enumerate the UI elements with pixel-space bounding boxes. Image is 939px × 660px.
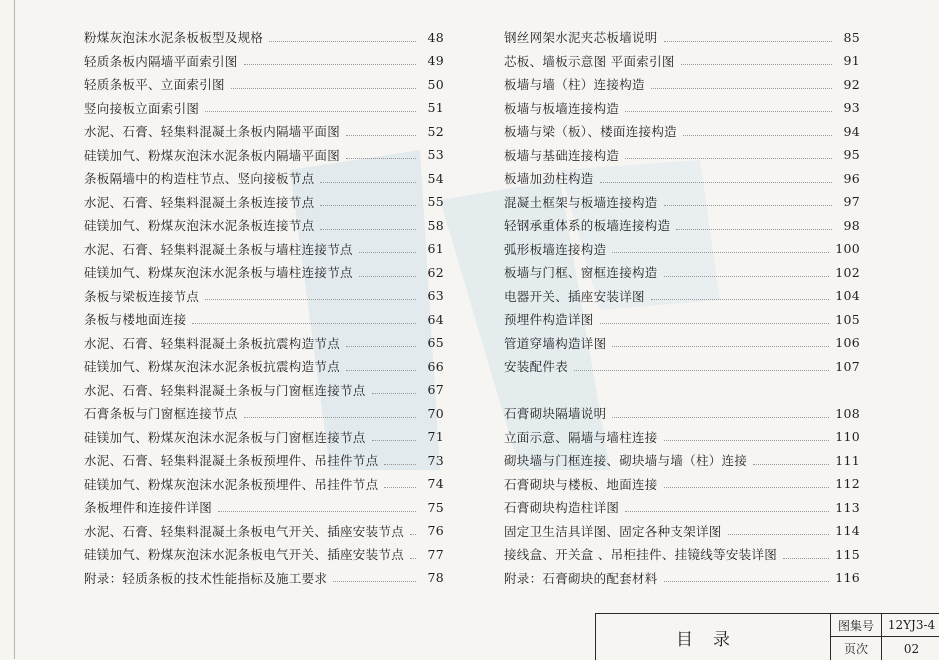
toc-leader-dots bbox=[612, 346, 829, 347]
toc-entry bbox=[504, 50, 860, 72]
toc-entry-page: 112 bbox=[835, 476, 860, 491]
toc-entry-page: 75 bbox=[427, 499, 444, 515]
toc-leader-dots bbox=[346, 135, 416, 136]
toc-entry bbox=[84, 567, 444, 589]
toc-entry-page: 48 bbox=[427, 29, 444, 45]
toc-entry-page: 77 bbox=[427, 546, 444, 562]
toc-entry bbox=[504, 402, 860, 424]
toc-entry-title: 石膏条板与门窗框连接节点 bbox=[84, 406, 238, 421]
toc-entry-page: 66 bbox=[427, 358, 444, 374]
toc-entry bbox=[504, 238, 860, 260]
toc-entry-page: 92 bbox=[843, 76, 860, 92]
toc-entry bbox=[84, 238, 444, 260]
toc-entry-title: 轻质条板内隔墙平面索引图 bbox=[84, 53, 238, 69]
toc-leader-dots bbox=[205, 111, 416, 112]
toc-entry-page: 97 bbox=[843, 194, 860, 209]
toc-entry bbox=[84, 191, 444, 213]
toc-entry-page: 95 bbox=[843, 147, 860, 162]
toc-leader-dots bbox=[753, 464, 829, 465]
toc-entry bbox=[504, 496, 860, 518]
toc-leader-dots bbox=[664, 205, 832, 206]
toc-leader-dots bbox=[346, 346, 416, 347]
toc-entry bbox=[504, 449, 860, 471]
toc-entry bbox=[504, 520, 860, 542]
toc-entry bbox=[84, 355, 444, 377]
toc-entry bbox=[84, 120, 444, 142]
toc-entry-title: 弧形板墙连接构造 bbox=[504, 241, 607, 257]
toc-entry-title: 立面示意、隔墙与墙柱连接 bbox=[504, 429, 658, 445]
page-number-label: 页次 bbox=[831, 637, 882, 660]
toc-entry-title: 硅镁加气、粉煤灰泡沫水泥条板预埋件、吊挂件节点 bbox=[84, 476, 379, 492]
toc-leader-dots bbox=[574, 370, 829, 371]
toc-entry-page: 106 bbox=[835, 335, 860, 350]
toc-entry-title: 石膏砌块隔墙说明 bbox=[504, 406, 607, 421]
toc-entry bbox=[84, 50, 444, 72]
toc-entry-title: 安装配件表 bbox=[504, 359, 569, 374]
toc-entry-title: 粉煤灰泡沫水泥条板板型及规格 bbox=[84, 30, 264, 45]
toc-entry bbox=[84, 97, 444, 119]
toc-leader-dots bbox=[612, 252, 829, 253]
toc-entry bbox=[504, 26, 860, 48]
toc-entry-page: 61 bbox=[427, 241, 444, 256]
toc-leader-dots bbox=[320, 205, 416, 206]
toc-entry-title: 板墙加劲柱构造 bbox=[504, 171, 594, 186]
toc-entry-title: 钢丝网架水泥夹芯板墙说明 bbox=[504, 30, 658, 45]
toc-entry-title: 条板隔墙中的构造柱节点、竖向接板节点 bbox=[84, 171, 315, 186]
title-block-grid bbox=[830, 614, 939, 660]
toc-entry-title: 竖向接板立面索引图 bbox=[84, 100, 200, 116]
toc-leader-dots bbox=[612, 417, 829, 418]
toc-leader-dots bbox=[359, 252, 416, 253]
toc-entry-title: 轻钢承重体系的板墙连接构造 bbox=[504, 218, 671, 233]
toc-entry-title: 附录：石膏砌块的配套材料 bbox=[504, 570, 658, 586]
toc-leader-dots bbox=[664, 487, 830, 488]
toc-entry-title: 板墙与墙（柱）连接构造 bbox=[504, 77, 645, 92]
atlas-number-label: 图集号 bbox=[831, 614, 882, 637]
toc-entry-page: 50 bbox=[427, 76, 444, 92]
toc-entry bbox=[504, 167, 860, 189]
toc-entry bbox=[504, 473, 860, 495]
title-block-main-title: 目录 bbox=[676, 629, 750, 650]
toc-entry-page: 93 bbox=[843, 100, 860, 115]
toc-entry bbox=[84, 261, 444, 283]
toc-entry-title: 石膏砌块与楼板、地面连接 bbox=[504, 476, 658, 492]
toc-entry-page: 62 bbox=[427, 264, 444, 280]
toc-leader-dots bbox=[600, 182, 832, 183]
toc-leader-dots bbox=[218, 511, 416, 512]
toc-leader-dots bbox=[625, 111, 832, 112]
toc-entry-page: 70 bbox=[427, 405, 444, 421]
toc-entry-page: 76 bbox=[427, 523, 444, 538]
toc-leader-dots bbox=[359, 276, 416, 277]
toc-entry-title: 条板与梁板连接节点 bbox=[84, 288, 200, 304]
toc-leader-dots bbox=[728, 534, 830, 535]
toc-entry-title: 石膏砌块构造柱详图 bbox=[504, 500, 620, 515]
toc-leader-dots bbox=[410, 534, 416, 535]
toc-entry-page: 108 bbox=[835, 405, 860, 421]
toc-entry-page: 113 bbox=[835, 499, 860, 515]
toc-entry-page: 116 bbox=[835, 570, 860, 585]
toc-leader-dots bbox=[625, 158, 832, 159]
toc-entry bbox=[504, 261, 860, 283]
toc-entry bbox=[84, 379, 444, 401]
toc-entry-page: 110 bbox=[835, 429, 860, 444]
toc-entry-title: 水泥、石膏、轻集料混凝土条板抗震构造节点 bbox=[84, 335, 341, 351]
toc-leader-dots bbox=[664, 581, 830, 582]
toc-entry bbox=[84, 473, 444, 495]
toc-leader-dots bbox=[231, 88, 416, 89]
toc-entry bbox=[84, 285, 444, 307]
toc-entry bbox=[504, 214, 860, 236]
toc-entry bbox=[84, 308, 444, 330]
toc-entry-title: 板墙与门框、窗框连接构造 bbox=[504, 265, 658, 280]
toc-leader-dots bbox=[683, 135, 832, 136]
title-block bbox=[595, 613, 939, 660]
toc-leader-dots bbox=[205, 299, 416, 300]
toc-entry-page: 63 bbox=[427, 288, 444, 303]
toc-entry bbox=[504, 191, 860, 213]
toc-leader-dots bbox=[384, 464, 416, 465]
toc-entry-page: 85 bbox=[843, 29, 860, 45]
toc-entry-title: 条板埋件和连接件详图 bbox=[84, 500, 213, 515]
toc-entry bbox=[504, 543, 860, 565]
toc-entry-title: 板墙与板墙连接构造 bbox=[504, 100, 620, 116]
toc-entry-page: 55 bbox=[427, 194, 444, 209]
toc-entry-title: 水泥、石膏、轻集料混凝土条板内隔墙平面图 bbox=[84, 124, 341, 139]
toc-entry-page: 73 bbox=[427, 452, 444, 468]
toc-entry-page: 91 bbox=[843, 53, 860, 68]
toc-entry-page: 115 bbox=[835, 546, 860, 562]
toc-entry-page: 67 bbox=[427, 382, 444, 397]
toc-entry bbox=[84, 73, 444, 95]
toc-entry bbox=[504, 355, 860, 377]
toc-entry-page: 58 bbox=[427, 217, 444, 233]
toc-leader-dots bbox=[320, 229, 416, 230]
toc-entry-title: 水泥、石膏、轻集料混凝土条板与墙柱连接节点 bbox=[84, 241, 353, 257]
toc-entry bbox=[504, 567, 860, 589]
toc-entry-title: 硅镁加气、粉煤灰泡沫水泥条板抗震构造节点 bbox=[84, 359, 341, 374]
toc-entry bbox=[84, 449, 444, 471]
toc-entry bbox=[84, 496, 444, 518]
toc-leader-dots bbox=[625, 511, 829, 512]
toc-entry-title: 硅镁加气、粉煤灰泡沫水泥条板与门窗框连接节点 bbox=[84, 429, 366, 445]
toc-entry bbox=[84, 167, 444, 189]
atlas-number-value: 12YJ3-4 bbox=[882, 614, 939, 637]
toc-entry-title: 条板与楼地面连接 bbox=[84, 312, 187, 327]
toc-entry-page: 53 bbox=[427, 147, 444, 162]
toc-entry-page: 96 bbox=[843, 170, 860, 186]
toc-entry-page: 78 bbox=[427, 570, 444, 585]
toc-entry-title: 水泥、石膏、轻集料混凝土条板与门窗框连接节点 bbox=[84, 382, 366, 398]
toc-leader-dots bbox=[651, 88, 832, 89]
toc-entry bbox=[504, 308, 860, 330]
toc-entry bbox=[504, 120, 860, 142]
toc-entry bbox=[504, 426, 860, 448]
toc-entry-page: 98 bbox=[843, 217, 860, 233]
toc-entry bbox=[84, 26, 444, 48]
toc-entry-title: 管道穿墙构造详图 bbox=[504, 335, 607, 351]
toc-leader-dots bbox=[676, 229, 832, 230]
toc-entry-title: 硅镁加气、粉煤灰泡沫水泥条板连接节点 bbox=[84, 218, 315, 233]
toc-entry-page: 94 bbox=[843, 123, 860, 139]
toc-entry-title: 砌块墙与门框连接、砌块墙与墙（柱）连接 bbox=[504, 453, 748, 468]
toc-entry-title: 水泥、石膏、轻集料混凝土条板电气开关、插座安装节点 bbox=[84, 523, 405, 539]
toc-entry-title: 硅镁加气、粉煤灰泡沫水泥条板电气开关、插座安装节点 bbox=[84, 547, 405, 562]
toc-leader-dots bbox=[372, 393, 416, 394]
toc-entry-page: 105 bbox=[835, 311, 860, 327]
toc-leader-dots bbox=[269, 41, 416, 42]
toc-entry-page: 100 bbox=[835, 241, 860, 256]
toc-entry-title: 混凝土框架与板墙连接构造 bbox=[504, 194, 658, 210]
toc-entry-title: 接线盒、开关盒 、吊柜挂件、挂镜线等安装详图 bbox=[504, 547, 778, 562]
toc-leader-dots bbox=[600, 323, 830, 324]
toc-entry-page: 71 bbox=[427, 429, 444, 444]
toc-entry-page: 54 bbox=[427, 170, 444, 186]
toc-entry-page: 107 bbox=[835, 358, 860, 374]
page-number-value: 02 bbox=[903, 641, 920, 656]
toc-leader-dots bbox=[372, 440, 416, 441]
toc-leader-dots bbox=[651, 299, 829, 300]
toc-leader-dots bbox=[192, 323, 416, 324]
toc-entry-title: 水泥、石膏、轻集料混凝土条板预埋件、吊挂件节点 bbox=[84, 453, 379, 468]
toc-leader-dots bbox=[346, 158, 416, 159]
toc-leader-dots bbox=[320, 182, 416, 183]
toc-leader-dots bbox=[244, 417, 416, 418]
toc-leader-dots bbox=[410, 558, 416, 559]
toc-leader-dots bbox=[384, 487, 416, 488]
toc-leader-dots bbox=[664, 276, 830, 277]
toc-entry bbox=[84, 332, 444, 354]
toc-entry-title: 附录：轻质条板的技术性能指标及施工要求 bbox=[84, 570, 328, 586]
toc-entry bbox=[84, 426, 444, 448]
toc-entry-title: 芯板、墙板示意图 平面索引图 bbox=[504, 53, 675, 69]
toc-entry-page: 51 bbox=[427, 100, 444, 115]
toc-entry bbox=[504, 73, 860, 95]
toc-entry-title: 板墙与基础连接构造 bbox=[504, 147, 620, 163]
toc-entry-title: 电器开关、插座安装详图 bbox=[504, 288, 645, 304]
toc-leader-dots bbox=[664, 440, 830, 441]
toc-entry bbox=[504, 332, 860, 354]
toc-entry-page: 111 bbox=[835, 452, 860, 468]
page-edge-line bbox=[14, 0, 15, 659]
toc-entry bbox=[84, 144, 444, 166]
toc-entry bbox=[504, 144, 860, 166]
toc-entry-page: 52 bbox=[427, 123, 444, 139]
toc-entry-page: 114 bbox=[835, 523, 860, 538]
toc-entry-page: 49 bbox=[427, 53, 444, 68]
toc-entry bbox=[84, 214, 444, 236]
toc-entry bbox=[84, 402, 444, 424]
toc-entry-title: 板墙与梁（板）、楼面连接构造 bbox=[504, 124, 677, 139]
toc-leader-dots bbox=[681, 64, 832, 65]
toc-entry-page: 74 bbox=[427, 476, 444, 491]
toc-entry-title: 硅镁加气、粉煤灰泡沫水泥条板与墙柱连接节点 bbox=[84, 265, 353, 280]
toc-entry bbox=[84, 520, 444, 542]
toc-entry-title: 预埋件构造详图 bbox=[504, 312, 594, 327]
toc-leader-dots bbox=[664, 41, 832, 42]
toc-entry-title: 轻质条板平、立面索引图 bbox=[84, 77, 225, 92]
toc-leader-dots bbox=[783, 558, 829, 559]
toc-leader-dots bbox=[333, 581, 416, 582]
toc-entry-page: 65 bbox=[427, 335, 444, 350]
toc-leader-dots bbox=[244, 64, 416, 65]
toc-entry-page: 64 bbox=[427, 311, 444, 327]
toc-entry bbox=[84, 543, 444, 565]
toc-entry-title: 水泥、石膏、轻集料混凝土条板连接节点 bbox=[84, 194, 315, 210]
toc-entry-title: 硅镁加气、粉煤灰泡沫水泥条板内隔墙平面图 bbox=[84, 147, 341, 163]
toc-entry bbox=[504, 97, 860, 119]
toc-entry-page: 102 bbox=[835, 264, 860, 280]
toc-entry-page: 104 bbox=[835, 288, 860, 303]
toc-entry-title: 固定卫生洁具详图、固定各种支架详图 bbox=[504, 523, 722, 539]
toc-entry bbox=[504, 285, 860, 307]
toc-leader-dots bbox=[346, 370, 416, 371]
